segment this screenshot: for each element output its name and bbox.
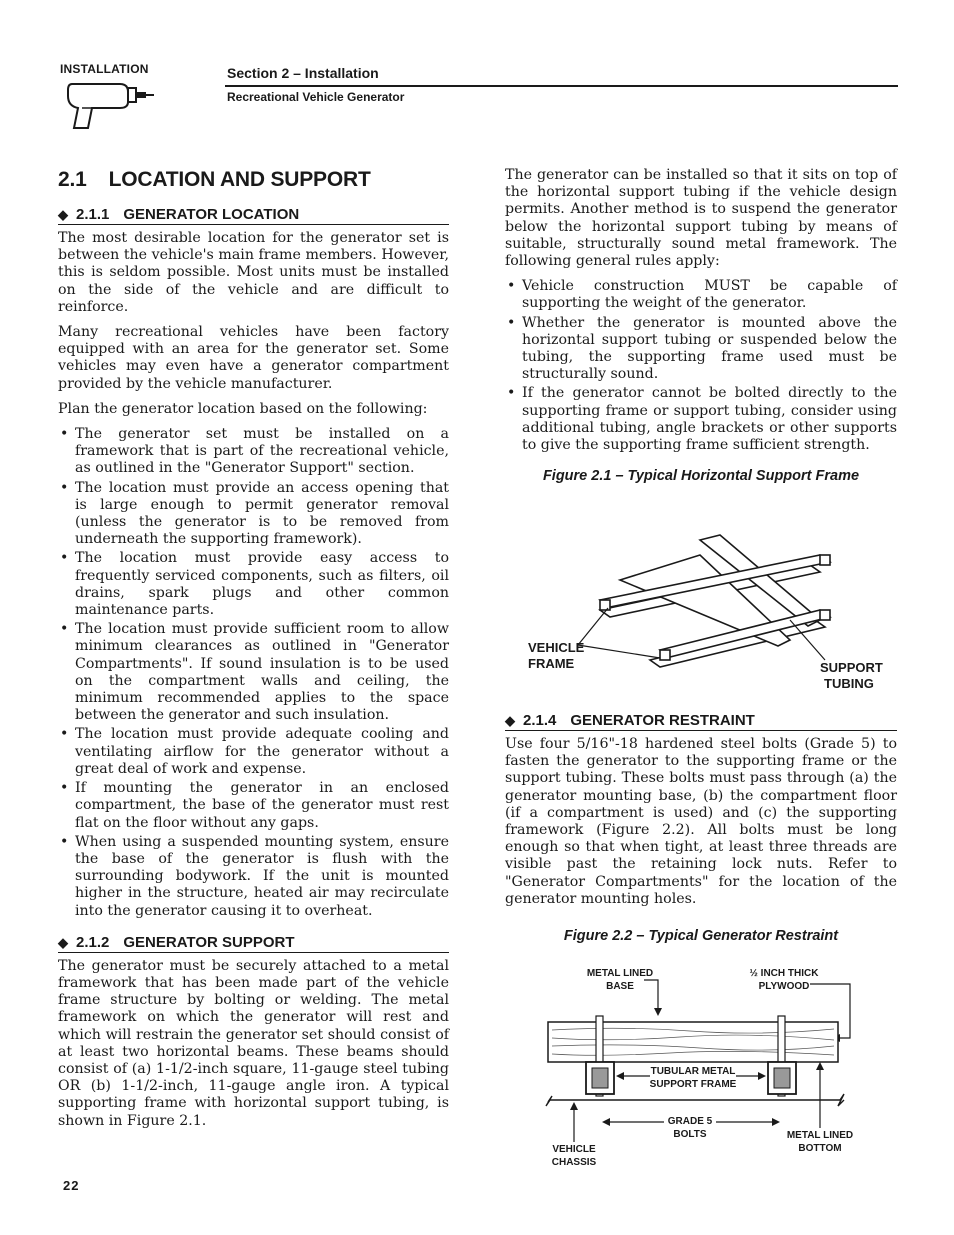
section-title: Section 2 – Installation xyxy=(227,65,379,81)
metal-base-label-line2: BASE xyxy=(606,981,634,992)
diamond-icon: ◆ xyxy=(58,207,68,222)
heading-2-1 xyxy=(58,168,449,192)
generator-restraint-figure xyxy=(540,960,870,1175)
rules-bullet-list xyxy=(505,278,897,454)
tubular-frame-label-line1: TUBULAR METAL xyxy=(650,1066,736,1077)
heading-title: LOCATION AND SUPPORT xyxy=(108,168,371,191)
support-frame-figure xyxy=(520,520,900,700)
subheading-number: 2.1.4 xyxy=(523,712,557,729)
subheading-number: 2.1.2 xyxy=(76,933,110,951)
heading-2-1-2 xyxy=(58,934,449,953)
vehicle-frame-label-line2: FRAME xyxy=(528,656,575,671)
vehicle-chassis-label-line1: VEHICLE xyxy=(552,1144,596,1155)
subheading-number: 2.1.1 xyxy=(76,206,110,223)
paragraph: Plan the generator location based on the following: xyxy=(58,400,428,417)
list-item: • The location must provide easy access to frequently serviced components, such as filters, oil drains, spark plugs and other common maintenance parts. xyxy=(58,550,449,619)
list-item: • If the generator cannot be bolted directly to the supporting frame or support tubing, consider using additional tubing, angle brackets or other supports to give the supporting frame sufficient strength. xyxy=(505,385,897,454)
vehicle-frame-label-line1: VEHICLE xyxy=(528,640,585,655)
list-item: • The location must provide adequate cooling and ventilating airflow for the generator without a great deal of work and expense. xyxy=(58,726,449,778)
section-subtitle: Recreational Vehicle Generator xyxy=(227,90,405,104)
installation-badge xyxy=(56,62,166,132)
metal-base-label-line1: METAL LINED xyxy=(586,968,654,979)
diamond-icon: ◆ xyxy=(505,713,515,728)
figure-2-2-caption: Figure 2.2 – Typical Generator Restraint xyxy=(563,928,839,945)
paragraph: Many recreational vehicles have been factory equipped with an area for the generator set. Some vehicles may even have a generator compartment provided by the vehicle manufacturer. xyxy=(58,324,449,392)
metal-bottom-label-line1: METAL LINED xyxy=(786,1130,854,1141)
paragraph: The most desirable location for the generator set is between the vehicle's main frame members. However, this is seldom possible. Most units must be installed on the side of the vehicle and are difficult to reinforce. xyxy=(58,230,449,315)
figure-2-1-caption: Figure 2.1 – Typical Horizontal Support Frame xyxy=(542,468,860,485)
subheading-title: GENERATOR RESTRAINT xyxy=(570,712,755,729)
paragraph: Use four 5/16"-18 hardened steel bolts (Grade 5) to fasten the generator to the supporting frame or the support tubing. These bolts must pass through (a) the generator mounting base, (b) the compartment floor (if a compartment is used) and (c) the supporting framework (Figure 2.2). All bolts must be long enough so that when tight, at least three threads are visible past the retaining lock nuts. Refer to "Generator Compartments" for the location of the generator mounting holes. xyxy=(505,736,897,907)
list-item: • The location must provide sufficient room to allow minimum clearances as outlined in "Generator Compartments". If sound insulation is to be used on the compartment walls and ceiling, the minimum recommended applies to the space between the generator and such insulation. xyxy=(58,621,449,724)
page-number: 22 xyxy=(63,1178,80,1193)
subheading-title: GENERATOR LOCATION xyxy=(123,206,300,223)
location-bullet-list xyxy=(58,426,449,920)
support-tubing-label-line1: SUPPORT xyxy=(820,660,883,675)
list-item: • The location must provide an access opening that is large enough to permit generator removal (unless the generator is to be removed from underneath the supporting framework). xyxy=(58,480,449,549)
plywood-label-line1: ½ INCH THICK xyxy=(749,968,819,979)
tubular-frame-label-line2: SUPPORT FRAME xyxy=(649,1079,737,1090)
vehicle-chassis-label-line2: CHASSIS xyxy=(551,1157,597,1168)
paragraph: The generator must be securely attached to a metal framework that has been made part of the vehicle frame structure by bolting or welding. The metal framework on which the generator will rest and which will restrain the generator set should consist of at least two horizontal beams. These beams should consist of (a) 1-1/2-inch square, 11-gauge steel tubing OR (b) 1-1/2-inch, 11-gauge angle iron. A typical supporting frame with horizontal support tubing, is shown in Figure 2.1. xyxy=(58,957,449,1129)
plywood-label-line2: PLYWOOD xyxy=(758,981,810,992)
list-item: • Vehicle construction MUST be capable of supporting the weight of the generator. xyxy=(505,278,897,312)
list-item: • Whether the generator is mounted above the horizontal support tubing or suspended below the tubing, the supporting frame used must be structurally sound. xyxy=(505,315,897,384)
heading-2-1-4 xyxy=(505,712,897,731)
restraint-section xyxy=(505,712,897,944)
paragraph: The generator can be installed so that it sits on top of the horizontal support tubing if the vehicle design permits. Another method is to suspend the generator below the horizontal support tubing by means of suitable, structurally sound metal framework. The following general rules apply: xyxy=(505,167,897,270)
metal-bottom-label-line2: BOTTOM xyxy=(798,1143,842,1154)
installation-badge-label: INSTALLATION xyxy=(60,62,149,76)
heading-2-1-1 xyxy=(58,206,449,225)
header-rule xyxy=(225,85,898,87)
bolts-label-line2: BOLTS xyxy=(673,1129,707,1140)
list-item: • If mounting the generator in an enclosed compartment, the base of the generator must rest flat on the floor without any gaps. xyxy=(58,780,449,832)
list-item: • When using a suspended mounting system, ensure the base of the generator is flush with the surrounding bodywork. If the unit is mounted higher in the structure, heated air may recirculate into the generator causing it to overheat. xyxy=(58,834,449,920)
subheading-title: GENERATOR SUPPORT xyxy=(123,933,295,951)
diamond-icon: ◆ xyxy=(58,934,68,950)
drill-icon xyxy=(62,78,162,134)
left-column xyxy=(58,168,449,1138)
bolts-label-line1: GRADE 5 xyxy=(667,1116,713,1127)
right-column xyxy=(505,167,897,484)
heading-number: 2.1 xyxy=(58,168,87,191)
support-tubing-label-line2: TUBING xyxy=(824,676,874,691)
list-item: • The generator set must be installed on a framework that is part of the recreational vehicle, as outlined in the "Generator Support" section. xyxy=(58,426,449,478)
